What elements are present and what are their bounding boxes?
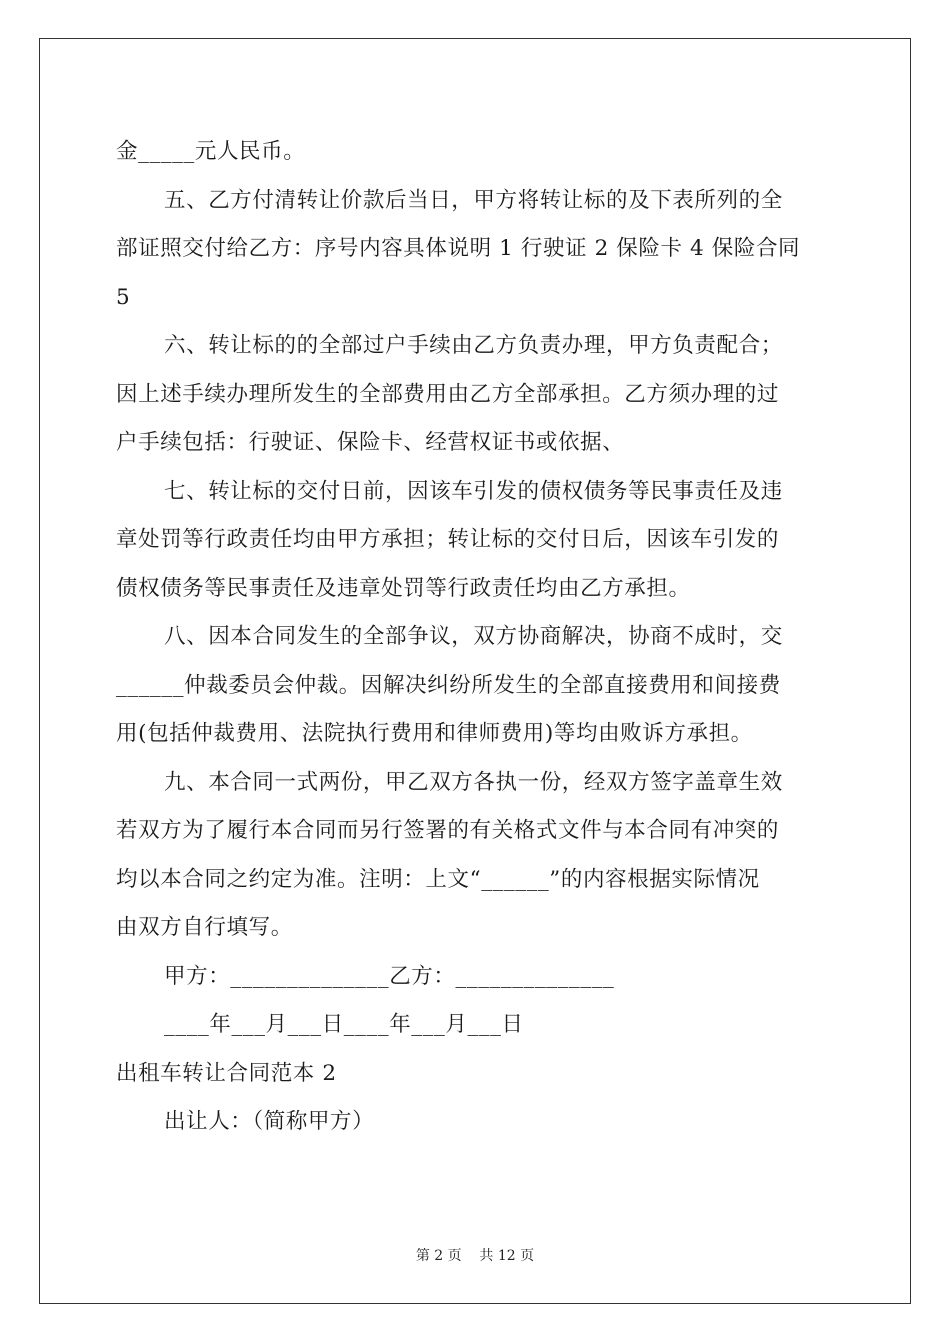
text-line: 六、转让标的的全部过户手续由乙方负责办理，甲方负责配合； xyxy=(164,333,783,358)
section-heading: 出租车转让合同范本 2 xyxy=(116,1060,337,1086)
text-line: 章处罚等行政责任均由甲方承担；转让标的交付日后，因该车引发的 xyxy=(116,527,780,552)
text-line: 因上述手续办理所发生的全部费用由乙方全部承担。乙方须办理的过 xyxy=(116,381,780,407)
text-line: 5 xyxy=(116,284,131,310)
text-line: 七、转让标的交付日前，因该车引发的债权债务等民事责任及违 xyxy=(164,478,783,504)
text-line: 金_____元人民币。 xyxy=(116,139,306,164)
date-line: ____年___月___日____年___月___日 xyxy=(164,1012,524,1037)
text-line: 五、乙方付清转让价款后当日，甲方将转让标的及下表所列的全 xyxy=(164,187,783,213)
text-line: 用(包括仲裁费用、法院执行费用和律师费用)等均由败诉方承担。 xyxy=(116,721,753,746)
document-body xyxy=(116,128,836,1147)
text-line: 由双方自行填写。 xyxy=(116,915,293,940)
text-line: 部证照交付给乙方：序号内容具体说明 1 行驶证 2 保险卡 4 保险合同 xyxy=(116,236,801,261)
text-line: 户手续包括：行驶证、保险卡、经营权证书或依据、 xyxy=(116,430,625,455)
text-line: 八、因本合同发生的全部争议，双方协商解决，协商不成时，交 xyxy=(164,624,783,649)
page-footer xyxy=(0,1245,950,1265)
text-line: 债权债务等民事责任及违章处罚等行政责任均由乙方承担。 xyxy=(116,575,691,601)
text-line: 出让人：（简称甲方） xyxy=(164,1109,375,1134)
signature-line: 甲方：______________乙方：______________ xyxy=(164,963,615,989)
text-line: 若双方为了履行本合同而另行签署的有关格式文件与本合同有冲突的 xyxy=(116,818,780,843)
text-line: ______仲裁委员会仲裁。因解决纠纷所发生的全部直接费用和间接费 xyxy=(116,672,781,698)
text-line: 均以本合同之约定为准。注明：上文“______”的内容根据实际情况 xyxy=(116,866,760,892)
text-line: 九、本合同一式两份，甲乙双方各执一份，经双方签字盖章生效 xyxy=(164,769,783,795)
page-number: 第 2 页 共 12 页 xyxy=(415,1248,535,1264)
